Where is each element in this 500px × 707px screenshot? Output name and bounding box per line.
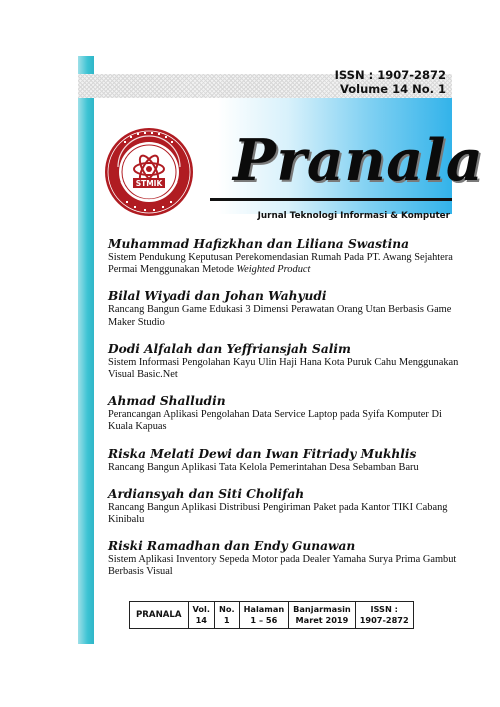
issn-text: ISSN : 1907-2872: [334, 68, 446, 82]
info-volume: Vol. 14: [188, 602, 214, 629]
article-item: [108, 236, 460, 276]
article-title: Rancang Bangun Game Edukasi 3 Dimensi Perawatan Orang Utan Berbasis Game Maker Studio: [108, 304, 452, 328]
info-pages: Halaman 1 – 56: [239, 602, 289, 629]
article-authors: Bilal Wiyadi dan Johan Wahyudi: [108, 289, 327, 304]
article-item: [108, 341, 460, 381]
article-title: Sistem Informasi Pengolahan Kayu Ulin Haji Hana Kota Puruk Cahu Menggunakan Visual Basic.Net: [108, 356, 459, 381]
info-place-date: Banjarmasin Maret 2019: [289, 602, 356, 629]
article-title-italic: Weighted Product: [236, 264, 311, 276]
article-title: Rancang Bangun Aplikasi Tata Kelola Pemerintahan Desa Sebamban Baru: [108, 461, 419, 473]
article-title: Sistem Aplikasi Inventory Sepeda Motor pada Dealer Yamaha Surya Prima Gambut Berbasis Visual: [108, 554, 457, 578]
info-journal-name: PRANALA: [130, 602, 189, 629]
article-item: [108, 486, 460, 526]
title-underline: [210, 198, 452, 201]
article-title: Rancang Bangun Aplikasi Distribusi Pengiriman Paket pada Kantor TIKI Cabang Kinibalu: [108, 501, 448, 526]
article-title: Perancangan Aplikasi Pengolahan Data Service Laptop pada Syifa Komputer Di Kuala Kapuas: [108, 409, 442, 433]
journal-title: Pranala: [233, 127, 484, 194]
info-issn: ISSN : 1907-2872: [355, 602, 413, 629]
volume-number-text: Volume 14 No. 1: [340, 82, 446, 96]
article-list: [108, 236, 460, 591]
article-authors: Riski Ramadhan dan Endy Gunawan: [108, 539, 356, 554]
article-item: [108, 393, 460, 433]
article-item: [108, 446, 460, 474]
article-title: Sistem Pendukung Keputusan Perekomendasian Rumah Pada PT. Awang Sejahtera Permai Menggunakan Metode Weighted Product: [108, 252, 453, 276]
publication-info-table: [129, 601, 414, 629]
article-authors: Dodi Alfalah dan Yeffriansjah Salim: [108, 341, 351, 356]
institution-seal-icon: [104, 127, 194, 217]
article-authors: Ahmad Shalludin: [108, 394, 226, 409]
article-authors: Ardiansyah dan Siti Cholifah: [108, 486, 305, 501]
article-authors: Muhammad Hafizkhan dan Liliana Swastina: [108, 237, 410, 251]
left-accent-bar: [78, 56, 94, 644]
article-item: [108, 538, 460, 578]
seal-center-text: STMIK: [135, 179, 163, 188]
article-item: [108, 288, 460, 328]
info-number: No. 1: [214, 602, 239, 629]
journal-subtitle: Jurnal Teknologi Informasi & Komputer: [257, 211, 450, 221]
article-authors: Riska Melati Dewi dan Iwan Fitriady Mukhlis: [108, 446, 417, 461]
